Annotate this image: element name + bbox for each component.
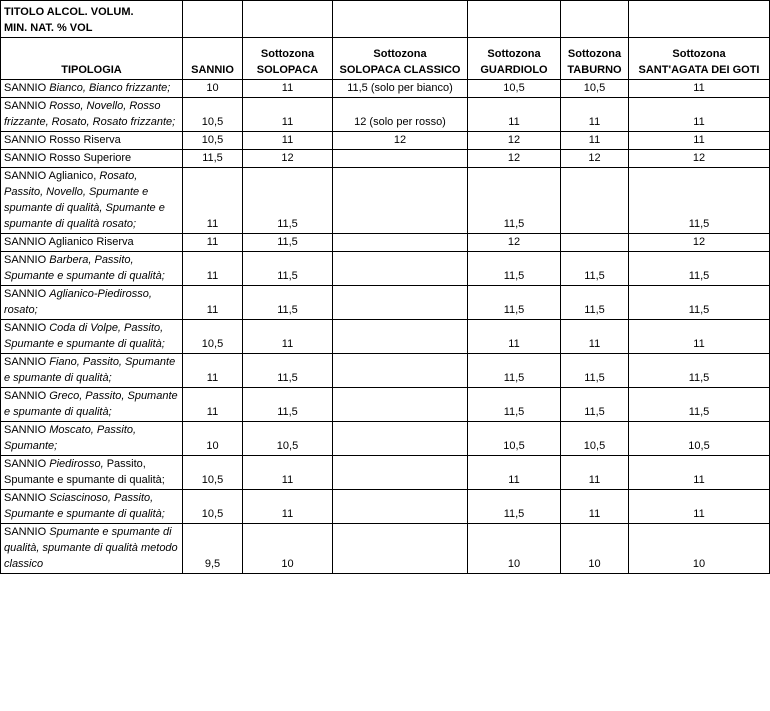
value-cell: 11,5 (629, 252, 770, 286)
value-cell: 10,5 (183, 490, 243, 524)
tipologia-cell (1, 422, 183, 456)
tipologia-cell (1, 320, 183, 354)
value-cell: 11,5 (468, 354, 561, 388)
value-cell (333, 422, 468, 456)
value-cell (333, 490, 468, 524)
tipologia-prefix: SANNIO Aglianico, (4, 170, 100, 182)
value-cell: 11 (629, 456, 770, 490)
value-cell: 11,5 (629, 286, 770, 320)
tipologia-cell (1, 388, 183, 422)
table-row (1, 234, 770, 252)
table-row (1, 388, 770, 422)
value-cell: 12 (333, 132, 468, 150)
value-cell: 12 (629, 234, 770, 252)
value-cell: 11,5 (243, 354, 333, 388)
value-cell: 11 (468, 456, 561, 490)
tipologia-italic: Rosato, Passito, Novello, Spumante e spumante di qualità, Spumante e spumante di qualità rosato; (4, 170, 165, 230)
tipologia-header: TIPOLOGIA (1, 38, 183, 80)
value-cell (333, 320, 468, 354)
value-cell: 11,5 (468, 168, 561, 234)
value-cell: 11,5 (243, 234, 333, 252)
value-cell (333, 524, 468, 574)
tipologia-prefix: SANNIO (4, 526, 50, 538)
value-cell: 10,5 (183, 132, 243, 150)
col-header-solopaca-classico: Sottozona SOLOPACA CLASSICO (333, 38, 468, 80)
value-cell: 11 (243, 98, 333, 132)
tipologia-cell (1, 354, 183, 388)
value-cell: 11 (183, 354, 243, 388)
value-cell: 11,5 (561, 354, 629, 388)
table-row (1, 524, 770, 574)
value-cell: 11 (183, 168, 243, 234)
table-title (1, 1, 183, 38)
value-cell (333, 286, 468, 320)
tipologia-prefix: SANNIO Rosso Superiore (4, 152, 132, 164)
tipologia-italic: Spumante e spumante di qualità, spumante di qualità metodo classico (4, 526, 178, 570)
value-cell: 11,5 (561, 252, 629, 286)
value-cell: 11 (468, 98, 561, 132)
value-cell (333, 234, 468, 252)
value-cell (561, 234, 629, 252)
value-cell: 10,5 (468, 80, 561, 98)
table-row (1, 80, 770, 98)
tipologia-prefix: SANNIO (4, 390, 50, 402)
tipologia-cell (1, 456, 183, 490)
tipologia-cell (1, 252, 183, 286)
value-cell: 11 (243, 490, 333, 524)
value-cell (561, 168, 629, 234)
value-cell: 11 (243, 80, 333, 98)
table-row (1, 150, 770, 168)
tipologia-prefix: SANNIO (4, 322, 50, 334)
value-cell: 10,5 (561, 422, 629, 456)
tipologia-italic: Coda di Volpe, Passito, Spumante e spumante di qualità; (4, 322, 165, 350)
value-cell: 11 (561, 456, 629, 490)
value-cell: 11,5 (468, 252, 561, 286)
col-header-taburno: Sottozona TABURNO (561, 38, 629, 80)
col-header-sannio: SANNIO (183, 38, 243, 80)
tipologia-prefix: SANNIO (4, 82, 50, 94)
tipologia-italic: Barbera, Passito, Spumante e spumante di qualità; (4, 254, 165, 282)
value-cell: 11,5 (243, 168, 333, 234)
value-cell (333, 168, 468, 234)
value-cell: 12 (629, 150, 770, 168)
value-cell: 12 (468, 132, 561, 150)
table-row (1, 456, 770, 490)
tipologia-cell (1, 490, 183, 524)
value-cell: 10 (629, 524, 770, 574)
title-line-1: TITOLO ALCOL. VOLUM. (4, 6, 134, 18)
tipologia-prefix: SANNIO (4, 492, 50, 504)
value-cell: 12 (561, 150, 629, 168)
tipologia-italic: Moscato, Passito, Spumante; (4, 424, 137, 452)
value-cell: 10 (561, 524, 629, 574)
value-cell (333, 150, 468, 168)
tipologia-cell (1, 80, 183, 98)
col-header-guardiolo: Sottozona GUARDIOLO (468, 38, 561, 80)
value-cell (333, 252, 468, 286)
value-cell: 11,5 (243, 286, 333, 320)
value-cell: 11,5 (243, 388, 333, 422)
value-cell: 11 (629, 132, 770, 150)
value-cell: 11 (629, 98, 770, 132)
value-cell: 11,5 (629, 168, 770, 234)
value-cell: 11,5 (629, 354, 770, 388)
tipologia-prefix: SANNIO (4, 254, 50, 266)
value-cell: 10,5 (561, 80, 629, 98)
value-cell: 10 (183, 80, 243, 98)
table-row (1, 98, 770, 132)
value-cell: 11,5 (solo per bianco) (333, 80, 468, 98)
col-header-solopaca: Sottozona SOLOPACA (243, 38, 333, 80)
tipologia-tail: Passito, Spumante e spumante di qualità; (4, 458, 165, 486)
table-row (1, 132, 770, 150)
value-cell: 11,5 (468, 388, 561, 422)
tipologia-italic: Rosso, Novello, Rosso frizzante, Rosato, Rosato frizzante; (4, 100, 176, 128)
value-cell: 12 (solo per rosso) (333, 98, 468, 132)
tipologia-prefix: SANNIO Aglianico Riserva (4, 236, 134, 248)
tipologia-prefix: SANNIO Rosso Riserva (4, 134, 121, 146)
value-cell: 11 (243, 320, 333, 354)
value-cell: 11 (561, 132, 629, 150)
value-cell: 11 (561, 320, 629, 354)
value-cell: 11 (183, 388, 243, 422)
table-row (1, 422, 770, 456)
value-cell: 12 (468, 150, 561, 168)
tipologia-italic: Piedirosso, (49, 458, 104, 470)
value-cell: 11 (183, 252, 243, 286)
tipologia-cell (1, 524, 183, 574)
value-cell: 10,5 (629, 422, 770, 456)
value-cell: 11 (561, 490, 629, 524)
value-cell: 10,5 (183, 320, 243, 354)
value-cell: 11 (629, 490, 770, 524)
header-row-top (1, 1, 770, 38)
table-row (1, 490, 770, 524)
value-cell: 11,5 (468, 286, 561, 320)
value-cell (333, 456, 468, 490)
tipologia-cell (1, 168, 183, 234)
value-cell: 11 (183, 234, 243, 252)
value-cell: 9,5 (183, 524, 243, 574)
title-line-2: MIN. NAT. % VOL (4, 22, 93, 34)
tipologia-prefix: SANNIO (4, 458, 50, 470)
table-row (1, 286, 770, 320)
tipologia-italic: Greco, Passito, Spumante e spumante di qualità; (4, 390, 178, 418)
tipologia-italic: Bianco, Bianco frizzante; (49, 82, 171, 94)
value-cell: 11,5 (183, 150, 243, 168)
table-row (1, 252, 770, 286)
value-cell: 11 (561, 98, 629, 132)
tipologia-cell (1, 286, 183, 320)
value-cell: 12 (468, 234, 561, 252)
value-cell (333, 354, 468, 388)
value-cell (333, 388, 468, 422)
value-cell: 11 (243, 456, 333, 490)
table-row (1, 320, 770, 354)
value-cell: 10 (243, 524, 333, 574)
tipologia-prefix: SANNIO (4, 356, 50, 368)
value-cell: 11,5 (468, 490, 561, 524)
value-cell: 11,5 (561, 388, 629, 422)
value-cell: 11 (243, 132, 333, 150)
value-cell: 10,5 (468, 422, 561, 456)
table-row (1, 168, 770, 234)
value-cell: 10,5 (183, 98, 243, 132)
col-header-santagata: Sottozona SANT'AGATA DEI GOTI (629, 38, 770, 80)
tipologia-prefix: SANNIO (4, 288, 50, 300)
tipologia-italic: Sciascinoso, Passito, Spumante e spumante di qualità; (4, 492, 165, 520)
value-cell: 11 (629, 80, 770, 98)
header-row-columns (1, 38, 770, 80)
value-cell: 11,5 (561, 286, 629, 320)
tipologia-cell (1, 150, 183, 168)
value-cell: 11,5 (243, 252, 333, 286)
value-cell: 10 (468, 524, 561, 574)
tipologia-italic: Fiano, Passito, Spumante e spumante di qualità; (4, 356, 176, 384)
value-cell: 11 (629, 320, 770, 354)
tipologia-cell (1, 234, 183, 252)
value-cell: 11,5 (629, 388, 770, 422)
tipologia-prefix: SANNIO (4, 424, 50, 436)
value-cell: 10,5 (243, 422, 333, 456)
value-cell: 12 (243, 150, 333, 168)
value-cell: 10,5 (183, 456, 243, 490)
tipologia-cell (1, 98, 183, 132)
table-row (1, 354, 770, 388)
tipologia-prefix: SANNIO (4, 100, 50, 112)
tipologia-cell (1, 132, 183, 150)
value-cell: 11 (468, 320, 561, 354)
value-cell: 11 (183, 286, 243, 320)
tipologia-italic: Aglianico-Piedirosso, rosato; (4, 288, 152, 316)
value-cell: 10 (183, 422, 243, 456)
